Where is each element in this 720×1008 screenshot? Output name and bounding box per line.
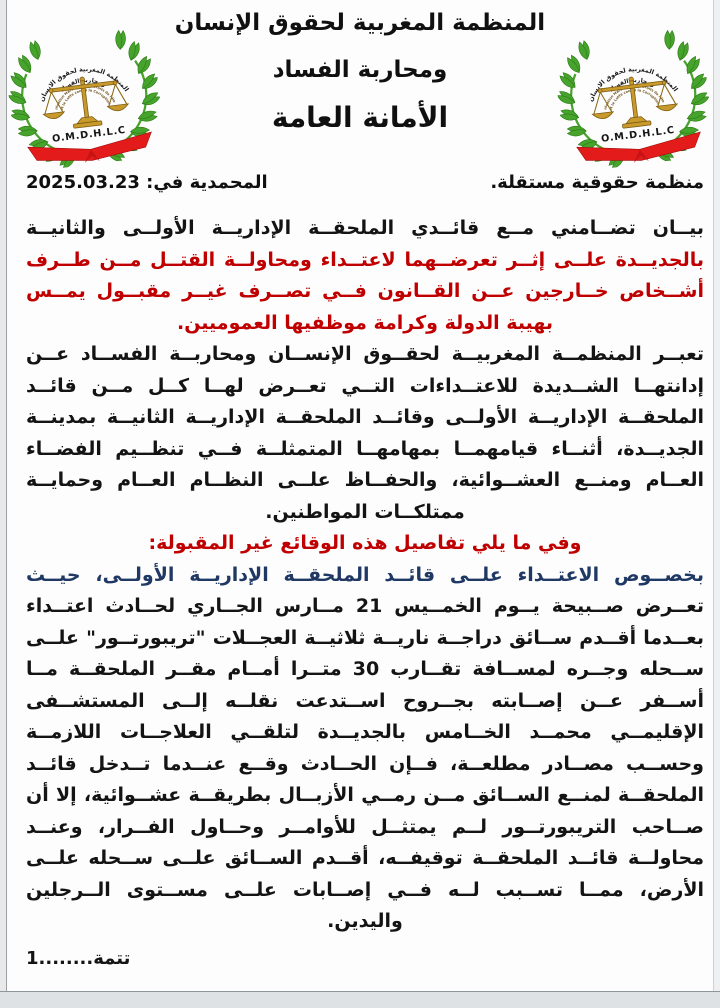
details-heading: وفي ما يلي تفاصيل هذه الوقائع غير المقبولة: (148, 532, 582, 554)
org-status-label: منظمة حقوقية مستقلة. (490, 172, 704, 193)
paragraph-solidarity-red: بالجديــدة علــى إثــر تعرضــهما لاعتــداء ومحاولــة القتــل مــن طــرف أشــخاص خــارجين عــن القــانون فــي تصــرف غيــر مقبــول يمــس بهيبة الدولة وكرامة موظفيها العموميين. (26, 248, 704, 334)
place-date-label: المحمدية في: 2025.03.23 (26, 172, 268, 193)
general-secretariat-title: الأمانة العامة (271, 101, 449, 134)
paragraph-incident-navy: بخصــوص الاعتــداء علــى قائــد الملحقــة الإداريــة الأولــى، حيــث (26, 563, 704, 586)
org-name-title: المنظمة المغربية لحقوق الإنسان (174, 10, 546, 36)
photo-edge-left (0, 0, 7, 1008)
meta-row (26, 170, 704, 196)
letterhead-titles (158, 8, 562, 136)
photo-edge-bottom (0, 991, 720, 1008)
statement-body (26, 213, 704, 938)
omdhlc-emblem-icon (548, 0, 717, 176)
omdhlc-logo-right (548, 0, 717, 176)
omdhlc-emblem-icon (0, 0, 167, 176)
paragraph-solidarity (26, 213, 704, 339)
paragraph-incident (26, 560, 704, 938)
continuation-note: تتمة........1 (26, 948, 131, 969)
paragraph-condemnation: تعبــر المنظمــة المغربيــة لحقــوق الإنســان ومحاربــة الفســاد عــن إدانتهــا الشــديدة للاعتــداءات التــي تعــرض لهــا كــل مــن قائــد الملحقــة الإداريــة الأولــى وقائــد الملحقــة الإداريــة الثانيــة بمدينــة الجديــدة، أثنــاء قيامهمــا بمهامهــا المتمثلــة فــي تنظــيم الفضــاء العــام ومنــع العشــوائية، والحفــاظ علــى النظــام العــام وحمايــة ممتلكــات المواطنين. (26, 343, 704, 523)
org-name-title-2: ومحاربة الفساد (272, 57, 448, 83)
paragraph-solidarity-black: بيــان تضــامني مــع قائــدي الملحقــة الإداريــة الأولــى والثانيــة (26, 217, 704, 239)
omdhlc-logo-left (0, 0, 167, 176)
paragraph-incident-black: تعــرض صــبيحة يــوم الخمــيس 21 مــارس الجــاري لحــادث اعتــداء بعــدما أقــدم ســائق دراجــة ناريــة ثلاثيــة العجــلات "تريبورتــور" علــى ســحله وجــره لمســافة تقــارب 30 متــرا أمــام مقــر الملحقــة مــا أســفر عــن إصــابته بجــروح اســتدعت نقلــه إلــى المستشــفى الإقليمــي محمــد الخــامس بالجديــدة لتلقــي العلاجــات اللازمــة وحســب مصــادر مطلعــة، فــإن الحــادث وقــع عنــدما تــدخل قائــد الملحقــة لمنــع الســائق مــن رمــي الأزبــال بطريقــة عشــوائية، إلا أن صــاحب التريبورتــور لــم يمتثــل للأوامــر وحــاول الفــرار، وعنــد محاولــة قائــد الملحقــة توقيفــه، أقــدم الســائق علــى ســحله علــى الأرض، ممــا تســبب لــه فــي إصــابات علــى مســتوى الــرجلين واليدين. (26, 595, 704, 932)
